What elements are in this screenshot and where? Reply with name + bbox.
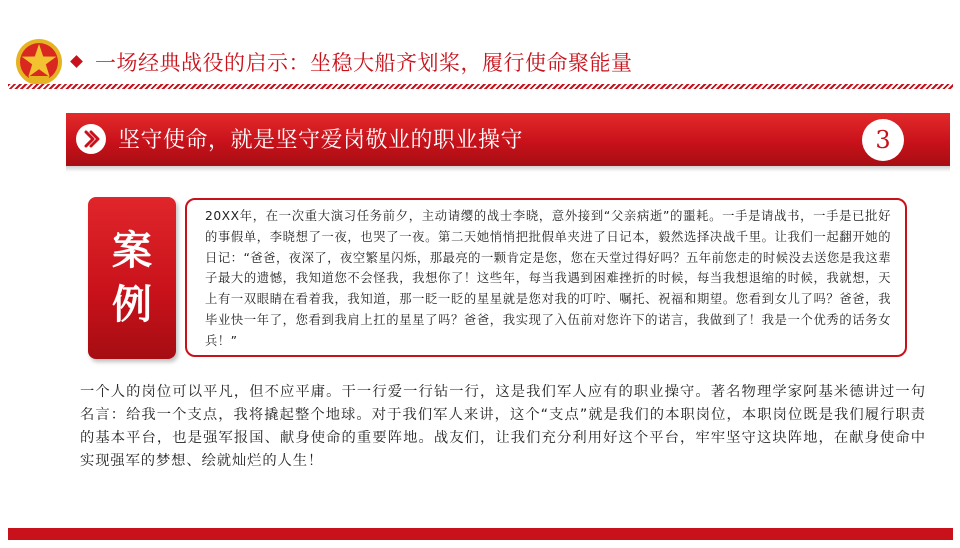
- chevron-right-icon: [76, 124, 106, 154]
- section-title: 坚守使命，就是坚守爱岗敬业的职业操守: [118, 128, 524, 153]
- bottom-band: [8, 528, 953, 540]
- main-paragraph: 一个人的岗位可以平凡，但不应平庸。干一行爱一行钻一行，这是我们军人应有的职业操守。著名物理学家阿基米德讲过一句名言：给我一个支点，我将撬起整个地球。对于我们军人来讲，这个“支点”就是我们的本职岗位，本职岗位既是我们履行职责的基本平台，也是强军报国、献身使命的重要阵地。战友们，让我们充分利用好这个平台，牢牢坚守这块阵地，在献身使命中实现强军的梦想、绘就灿烂的人生！: [80, 384, 926, 469]
- section-number-badge: 3: [862, 119, 904, 161]
- header-diamond-icon: [70, 55, 83, 68]
- case-story-box: [185, 198, 907, 357]
- case-tag-char-1: 案: [112, 228, 152, 274]
- army-emblem-icon: [14, 37, 64, 87]
- page-title: 一场经典战役的启示：坐稳大船齐划桨，履行使命聚能量: [95, 51, 633, 75]
- case-tag: [88, 197, 176, 359]
- section-banner-shadow: [66, 166, 950, 172]
- case-tag-char-2: 例: [112, 282, 152, 328]
- header-divider: [8, 84, 953, 89]
- case-story-text: 20XX年，在一次重大演习任务前夕，主动请缨的战士李晓，意外接到“父亲病逝”的噩耗。一手是请战书，一手是已批好的事假单，李晓想了一夜，也哭了一夜。第二天她悄悄把批假单夹进了日记本，毅然选择决战千里。让我们一起翻开她的日记：“爸爸，夜深了，夜空繁星闪烁，那最亮的一颗肯定是您，您在天堂过得好吗？五年前您走的时候没去送您是我这辈子最大的遗憾，我知道您不会怪我，我想你了！这些年，每当我遇到困难挫折的时候，每当我想退缩的时候，我就想，天上有一双眼睛在看着我，我知道，那一眨一眨的星星就是您对我的叮咛、嘱托、祝福和期望。您看到女儿了吗？爸爸，我毕业快一年了，您看到我肩上扛的星星了吗？爸爸，我实现了入伍前对您许下的诺言，我做到了！我是一个优秀的话务女兵！”: [205, 209, 891, 348]
